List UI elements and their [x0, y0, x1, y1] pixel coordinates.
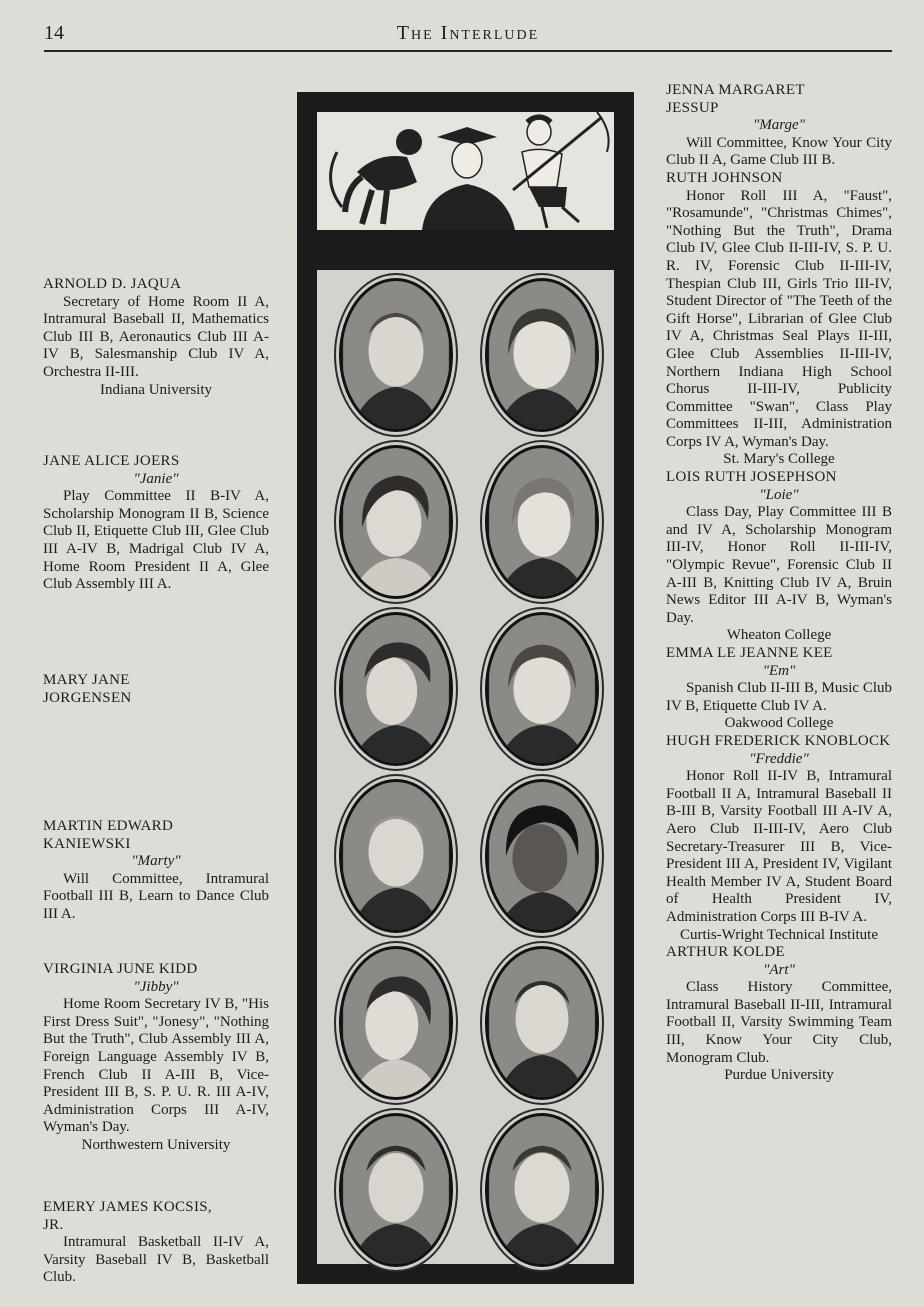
nickname: "Janie"	[133, 470, 179, 487]
nickname: "Jibby"	[133, 978, 179, 995]
page-title: The Interlude	[396, 22, 540, 44]
portrait-photo-emma-kee	[485, 779, 599, 933]
cartoon-illustration	[317, 112, 614, 230]
portrait-photo-arnold-jaqua	[339, 278, 453, 432]
activities: Will Committee, Intramural Football III B, Learn to Dance Club III A.	[43, 870, 269, 922]
student-name: MARTIN EDWARD KANIEWSKI	[43, 818, 174, 852]
nickname: "Loie"	[759, 486, 799, 503]
activities: Home Room Secretary IV B, "His First Dress Suit", "Jonesy", "Nothing But the Truth", Club Assembly III A, Foreign Language Assembly IV B, French Club II A-III B, Vice-President III B, S. P. U. R. III A-IV, Administration Corps III A-IV, Wyman's Day.	[43, 996, 269, 1136]
senior-entry	[43, 453, 269, 594]
student-name: ARTHUR KOLDE	[666, 944, 785, 961]
student-name: EMERY JAMES KOCSIS, JR.	[43, 1199, 212, 1233]
portrait-grid	[317, 270, 614, 1264]
activities: Spanish Club II-III B, Music Club IV B, Etiquette Club IV A.	[666, 680, 892, 714]
header-rule	[44, 50, 892, 52]
senior-entry	[43, 818, 269, 924]
activities: Play Committee II B-IV A, Scholarship Monogram II B, Science Club II, Etiquette Club III, Glee Club III A-IV B, Madrigal Club IV A, Home Room President II A, Glee Club Assembly III A.	[43, 488, 269, 593]
college: Northwestern University	[81, 1136, 231, 1153]
portrait-photo-jenna-jessup	[485, 278, 599, 432]
activities: Will Committee, Know Your City Club II A, Game Club III B.	[666, 134, 892, 169]
student-name: EMMA LE JEANNE KEE	[666, 645, 833, 661]
page-header	[44, 22, 892, 52]
portrait-photo-emery-kocsis	[339, 1113, 453, 1267]
student-name: LOIS RUTH JOSEPHSON	[666, 469, 837, 486]
portrait-photo-arthur-kolde	[485, 1113, 599, 1267]
student-name: RUTH JOHNSON	[666, 169, 783, 186]
senior-entry	[666, 82, 892, 1085]
nickname: "Marty"	[131, 853, 181, 870]
activities: Honor Roll II-IV B, Intramural Football II A, Intramural Baseball II B-III B, Varsity Football III A-IV A, Aero Club II-III-IV, Aero Club Secretary-Treasurer III B, Vice-President III A, President IV, Vigilant Health Member IV A, Student Board of Health President IV, Administration Corps III B-IV A.	[666, 768, 892, 925]
college: Purdue University	[724, 1067, 834, 1084]
senior-entry	[43, 276, 269, 399]
activities: Intramural Basketball II-IV A, Varsity Baseball IV B, Basketball Club.	[43, 1234, 269, 1286]
college: Wheaton College	[726, 627, 832, 644]
student-name: JENNA MARGARET JESSUP	[666, 82, 805, 116]
activities: Secretary of Home Room II A, Intramural Baseball II, Mathematics Club III B, Aeronautics Club III A-IV B, Salesmanship Club IV A, Orchestra II-III.	[43, 293, 269, 380]
page-number: 14	[44, 22, 64, 44]
college: Curtis-Wright Technical Institute	[679, 926, 879, 943]
portrait-photo-martin-kaniewski	[339, 779, 453, 933]
senior-entry	[43, 672, 213, 707]
senior-entry	[43, 1199, 269, 1287]
activities: Class History Committee, Intramural Baseball II-III, Intramural Football II, Varsity Swimming Team III, Know Your City Club, Monogram Club.	[666, 979, 892, 1066]
college: St. Mary's College	[723, 451, 835, 468]
college: Oakwood College	[724, 715, 834, 732]
graduation-cartoon-icon	[317, 112, 614, 230]
student-name: ARNOLD D. JAQUA	[43, 276, 182, 292]
student-name: HUGH FREDERICK KNOBLOCK	[666, 732, 891, 749]
activities: Honor Roll III A, "Faust", "Rosamunde", "Christmas Chimes", "Nothing But the Truth", Drama Club IV, Glee Club II-III-IV, S. P. U. R. IV, Forensic Club II-III-IV, Thespian Club III, Girls Trio III-IV, Student Director of "The Teeth of the Gift Horse", Librarian of Glee Club IV A, Christmas Seal Plays II-III, Glee Club Assemblies II-III-IV, Northern Indiana High School Chorus II-III-IV, Publicity Committee "Swan", Class Play Committees II-III, Administration Corps IV A, Wyman's Day.	[666, 187, 892, 450]
nickname: "Freddie"	[749, 750, 809, 767]
nickname: "Art"	[763, 961, 795, 978]
college: Indiana University	[99, 381, 213, 398]
student-name: VIRGINIA JUNE KIDD	[43, 961, 198, 977]
portrait-photo-ruth-johnson	[485, 445, 599, 599]
portrait-photo-hugh-knoblock	[485, 946, 599, 1100]
senior-entry	[43, 961, 269, 1155]
student-name: MARY JANE JORGENSEN	[43, 672, 132, 706]
activities: Class Day, Play Committee III B and IV A, Scholarship Monogram III-IV, Honor Roll II-III-IV, "Olympic Revue", Forensic Club II A-III B, Knitting Club IV A, Bruin News Editor III A-IV B, Wyman's Day.	[666, 504, 892, 626]
portrait-photo-jane-joers	[339, 445, 453, 599]
student-name: JANE ALICE JOERS	[43, 453, 180, 469]
nickname: "Em"	[762, 662, 796, 679]
portrait-photo-lois-josephson	[485, 612, 599, 766]
portrait-photo-virginia-kidd	[339, 946, 453, 1100]
photo-panel	[297, 92, 634, 1284]
portrait-photo-mary-jorgensen	[339, 612, 453, 766]
nickname: "Marge"	[752, 117, 806, 134]
